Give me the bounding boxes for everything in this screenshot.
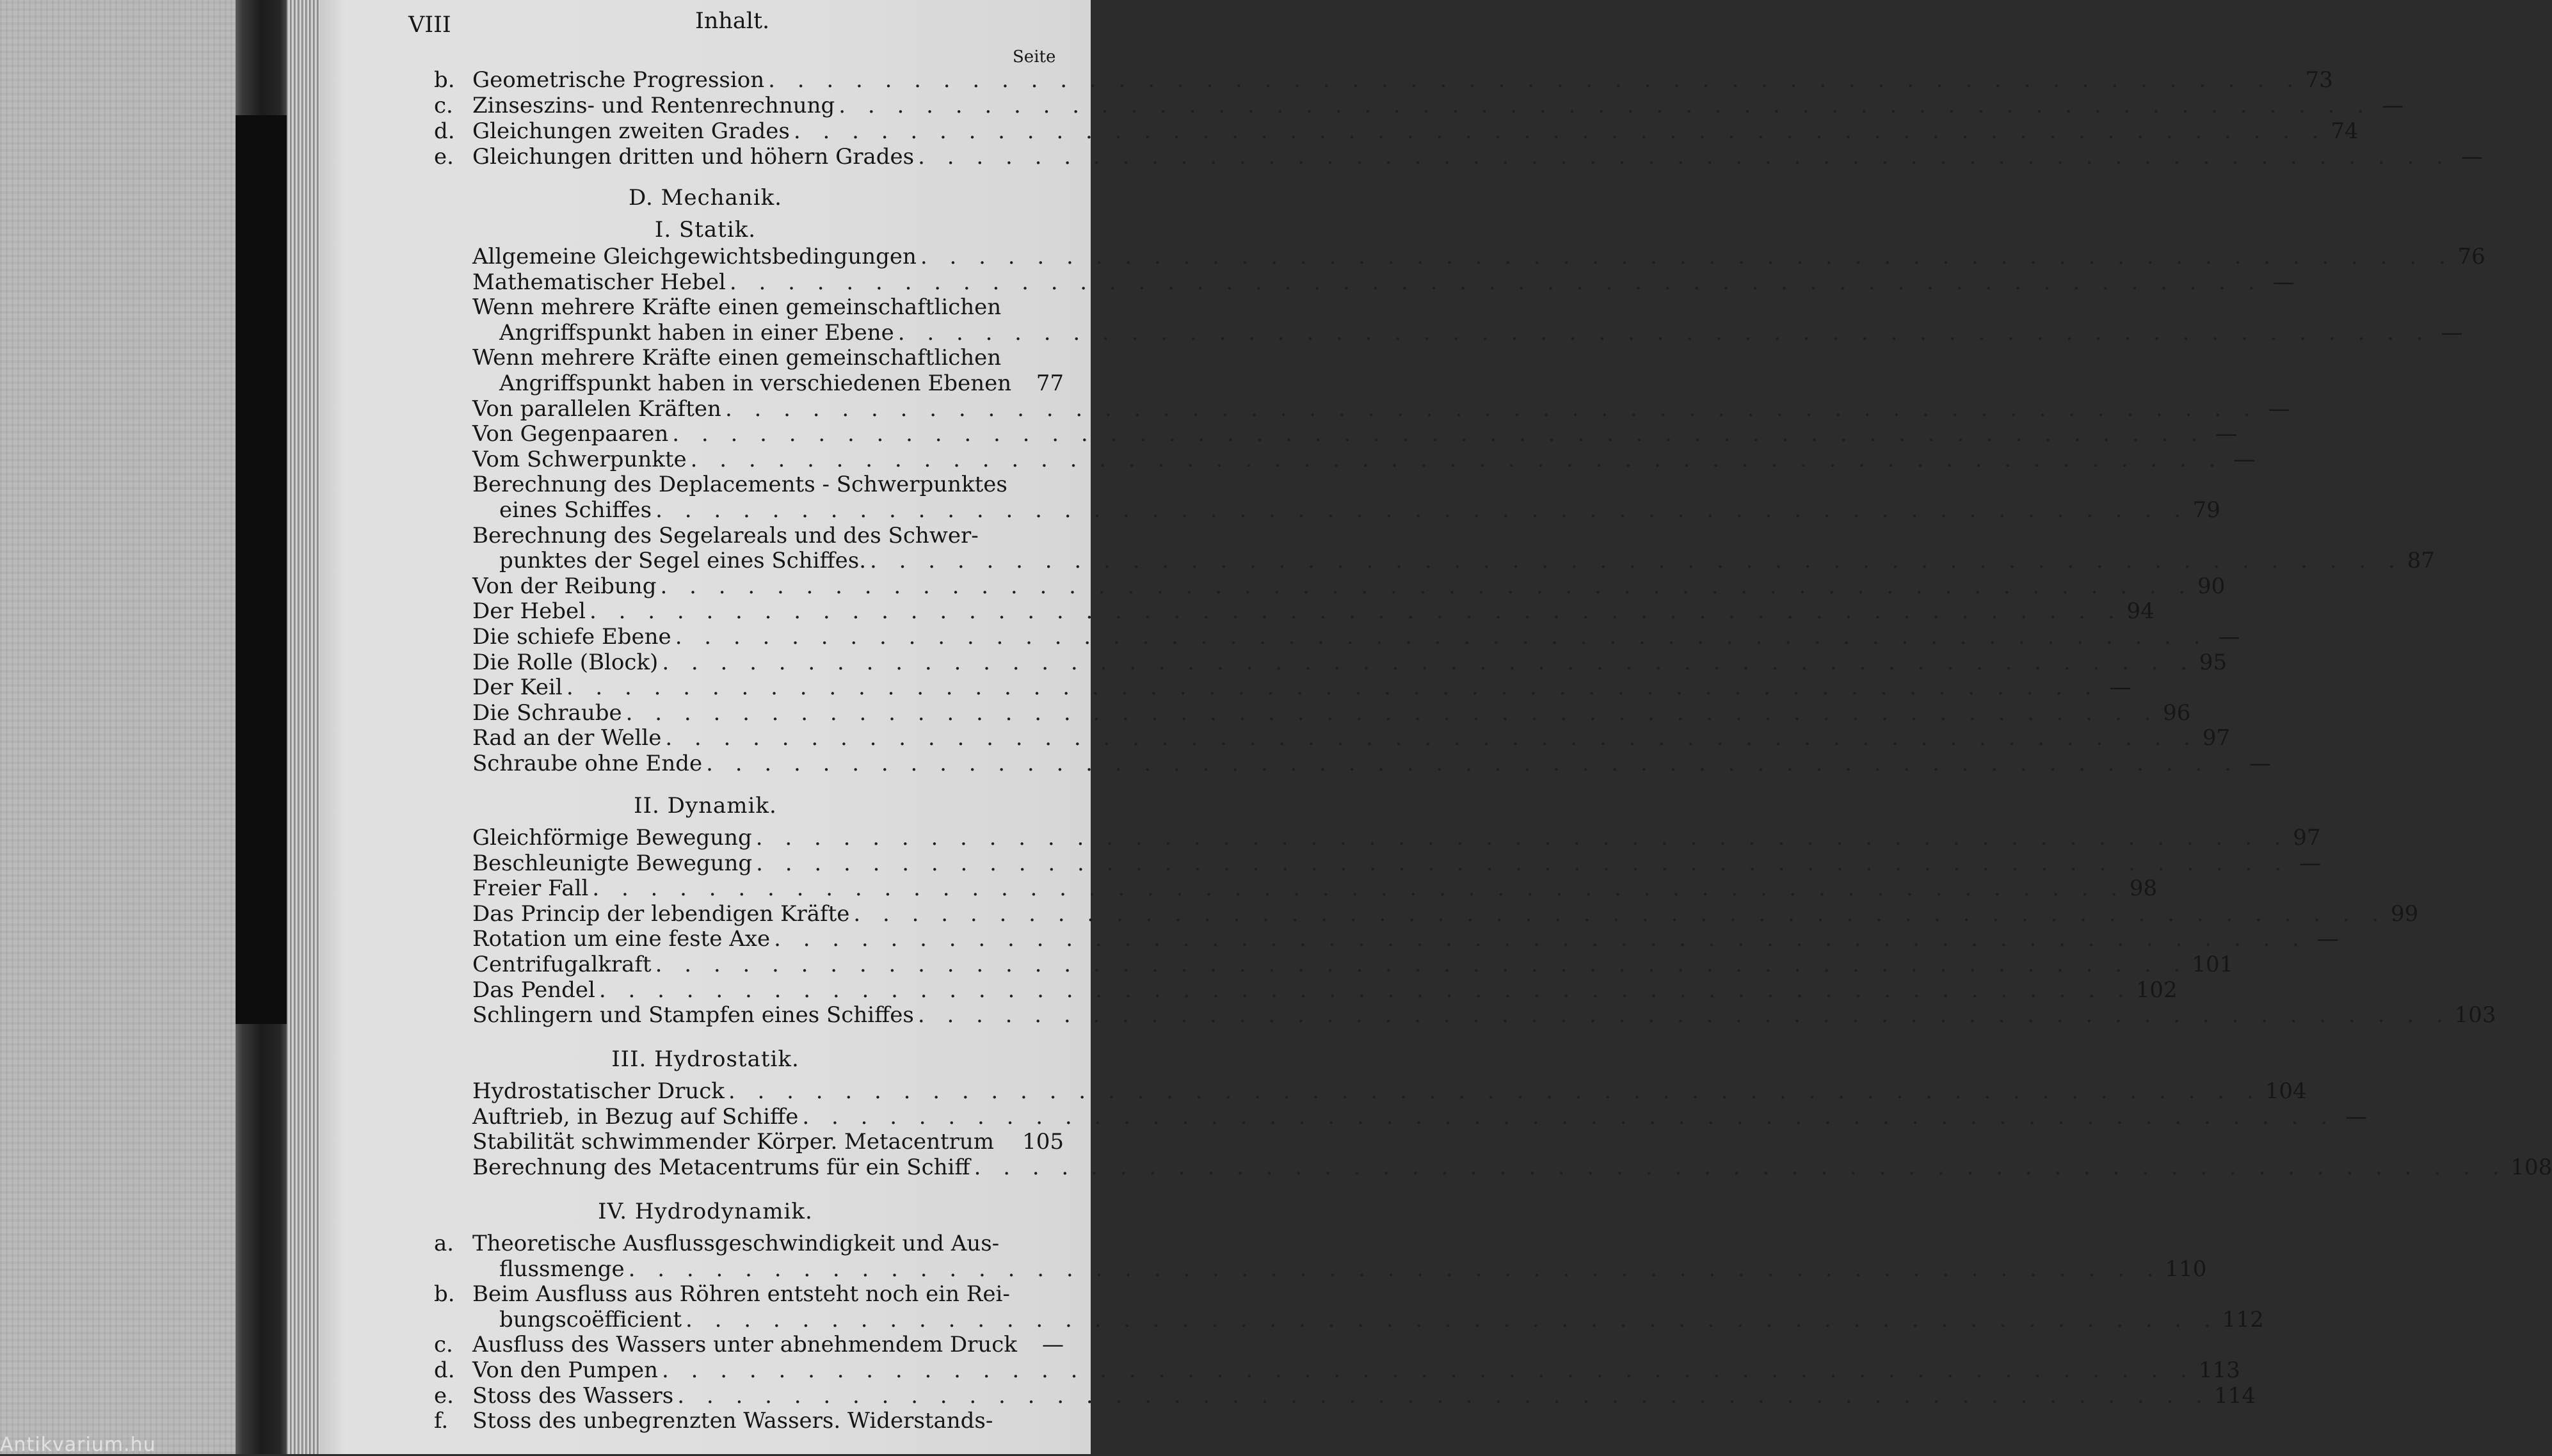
leader-dots: . . . . . . . . . . . . . . . . . . . . . . . . . . . . . . . . . . . . . . . . . . . . . . . . . . . . . (677, 1382, 2211, 1409)
entry-label: Von parallelen Kräften (472, 396, 721, 422)
entry-page-number: 96 (2163, 700, 2191, 726)
entry-label: Stoss des unbegrenzten Wassers. Widerstands- (472, 1408, 993, 1434)
entry-label: Ausfluss des Wassers unter abnehmendem Druck (472, 1332, 1017, 1358)
entry-label: Schlingern und Stampfen eines Schiffes (472, 1002, 914, 1028)
toc-entry (472, 725, 2231, 751)
toc-entry (472, 675, 2131, 701)
entry-label: Freier Fall (472, 876, 589, 902)
toc-entry (472, 346, 1064, 370)
entry-label: Beschleunigte Bewegung (472, 850, 753, 876)
leader-dots: . . . . . . . . . . . . . . . . . . . . . . . . . . . . . . . . . . . . . . . . . . . . . . . . . . . . . (628, 1256, 2162, 1282)
leader-dots: . . . . . . . . . . . . . . . . . . . . . . . . . . . . . . . . . . . . . . . . . . . . . . . . . . . . . (566, 675, 2099, 701)
toc-entry (434, 1231, 1064, 1256)
leader-dots: . . . . . . . . . . . . . . . . . . . . . . . . . . . . . . . . . . . . . . . . . . . . . . . . . . . . . (774, 926, 2307, 952)
background-wall (0, 0, 236, 1454)
entry-marker: b. (434, 1281, 455, 1308)
page-title: Inhalt. (695, 8, 770, 34)
toc-entry (472, 295, 1064, 319)
entry-label: flussmenge (499, 1256, 625, 1282)
entry-label: Gleichungen zweiten Grades (472, 118, 790, 144)
section-heading-mechanik: D. Mechanik. (629, 185, 782, 211)
entry-page-number: 102 (2135, 977, 2178, 1003)
subsection-heading-hydrodynamik: IV. Hydrodynamik. (598, 1199, 813, 1224)
leader-dots: . . . . . . . . . . . . . . . . . . . . . . . . . . . . . . . . . . . . . . . . . . . . . . . . . . . . . (675, 624, 2208, 650)
toc-entry (499, 319, 2463, 346)
leader-dots: . . . . . . . . . . . . . . . . . . . . . . . . . . . . . . . . . . . . . . . . . . . . . . . . . . . . . (592, 876, 2126, 902)
entry-page-number: 99 (2390, 900, 2419, 927)
spine-binding (236, 115, 287, 1024)
entry-label: Der Hebel (472, 598, 586, 625)
entry-page-number: 73 (2305, 67, 2333, 93)
leader-dots: . . . . . . . . . . . . . . . . . . . . . . . . . . . . . . . . . . . . . . . . . . . . . . . . . . . . . (870, 548, 2403, 574)
leader-dots: . . . . . . . . . . . . . . . . . . . . . . . . . . . . . . . . . . . . . . . . . . . . . . . . . . . . . (662, 649, 2195, 675)
entry-label: Vom Schwerpunkte (472, 446, 687, 472)
entry-page-number: 94 (2126, 598, 2155, 625)
leader-dots: . . . . . . . . . . . . . . . . . . . . . . . . . . . . . . . . . . . . . . . . . . . . . . . . . . . . . (660, 573, 2194, 599)
entry-page-number: 105 (1022, 1129, 1064, 1155)
watermark: Antikvarium.hu (0, 1434, 156, 1456)
entry-label: Rotation um eine feste Axe (472, 926, 771, 952)
entry-page-number: — (2233, 446, 2256, 472)
toc-entry (434, 1357, 2240, 1383)
toc-entry (472, 1103, 2368, 1130)
entry-page-number: — (2441, 319, 2463, 346)
toc-entry (434, 144, 2483, 170)
entry-label: punktes der Segel eines Schiffes. (499, 548, 867, 574)
entry-label: Stoss des Wassers (472, 1382, 674, 1409)
entry-page-number: — (2316, 926, 2339, 952)
entry-page-number: 77 (1036, 371, 1064, 396)
toc-entry (472, 524, 1064, 548)
entry-page-number: 90 (2197, 573, 2226, 599)
leader-dots: . . . . . . . . . . . . . . . . . . . . . . . . . . . . . . . . . . . . . . . . . . . . . . . . . . . . . (690, 446, 2224, 472)
leader-dots: . . . . . . . . . . . . . . . . . . . . . . . . . . . . . . . . . . . . . . . . . . . . . . . . . . . . . (918, 144, 2451, 170)
entry-marker: f. (434, 1408, 449, 1434)
entry-page-number: 98 (2129, 876, 2158, 902)
entry-label: Der Keil (472, 675, 563, 701)
book-page (320, 0, 2552, 1454)
entry-label: Die schiefe Ebene (472, 624, 671, 650)
entry-marker: a. (434, 1231, 454, 1256)
entry-page-number: 112 (2222, 1306, 2264, 1332)
leader-dots: . . . . . . . . . . . . . . . . . . . . . . . . . . . . . . . . . . . . . . . . . . . . . . . . . . . . . (665, 725, 2199, 751)
toc-entry (472, 396, 2290, 422)
entry-page-number: — (2249, 751, 2271, 776)
page-edges (287, 0, 320, 1454)
toc-entry (472, 751, 2271, 776)
entry-marker: e. (434, 1382, 454, 1409)
entry-label: Zinseszins- und Rentenrechnung (472, 93, 835, 118)
seite-label: Seite (1013, 47, 1056, 67)
entry-marker: e. (434, 144, 454, 170)
entry-label: Rad an der Welle (472, 725, 662, 751)
entry-page-number: 87 (2407, 548, 2435, 574)
toc-entry (434, 67, 2333, 93)
entry-page-number: 101 (2192, 952, 2234, 977)
entry-label: eines Schiffes (499, 497, 652, 523)
entry-page-number: 103 (2454, 1002, 2496, 1028)
leader-dots: . . . . . . . . . . . . . . . . . . . . . . . . . . . . . . . . . . . . . . . . . . . . . . . . . . . . . (974, 1154, 2507, 1180)
entry-page-number: 110 (2165, 1256, 2207, 1282)
entry-label: Von Gegenpaaren (472, 421, 669, 447)
entry-label: Berechnung des Segelareals und des Schwer- (472, 522, 979, 548)
leader-dots: . . . . . . . . . . . . . . . . . . . . . . . . . . . . . . . . . . . . . . . . . . . . . . . . . . . . . (589, 598, 2123, 625)
toc-entry (472, 1154, 2552, 1180)
toc-entry (472, 244, 2485, 269)
book-spine (236, 0, 287, 1454)
subsection-heading-statik: I. Statik. (654, 217, 757, 243)
leader-dots: . . . . . . . . . . . . . . . . . . . . . . . . . . . . . . . . . . . . . . . . . . . . . . . . . . . . . (725, 396, 2258, 422)
entry-page-number: — (2382, 93, 2404, 118)
toc-entry (472, 876, 2158, 902)
leader-dots: . . . . . . . . . . . . . . . . . . . . . . . . . . . . . . . . . . . . . . . . . . . . . . . . . . . . . (917, 1002, 2451, 1028)
toc-entry (434, 1408, 1064, 1434)
entry-page-number: — (2215, 421, 2238, 447)
toc-entry (472, 977, 2178, 1003)
leader-dots: . . . . . . . . . . . . . . . . . . . . . . . . . . . . . . . . . . . . . . . . . . . . . . . . . . . . . (729, 269, 2263, 295)
entry-page-number: 95 (2199, 649, 2227, 675)
leader-dots: . . . . . . . . . . . . . . . . . . . . . . . . . . . . . . . . . . . . . . . . . . . . . . . . . . . . . (768, 67, 2301, 93)
entry-page-number: — (2460, 144, 2483, 170)
entry-label: Hydrostatischer Druck (472, 1078, 725, 1104)
entry-label: Gleichförmige Bewegung (472, 825, 752, 851)
entry-page-number: 74 (2331, 118, 2359, 144)
leader-dots: . . . . . . . . . . . . . . . . . . . . . . . . . . . . . . . . . . . . . . . . . . . . . . . . . . . . . (655, 497, 2188, 523)
leader-dots: . . . . . . . . . . . . . . . . . . . . . . . . . . . . . . . . . . . . . . . . . . . . . . . . . . . . . (598, 977, 2132, 1003)
toc-entry (499, 1306, 2264, 1332)
subsection-heading-hydrostatik: III. Hydrostatik. (611, 1046, 799, 1072)
entry-label: Die Schraube (472, 700, 622, 726)
entry-label: Auftrieb, in Bezug auf Schiffe (472, 1103, 799, 1130)
toc-entry (472, 825, 2321, 851)
toc-entry (472, 926, 2339, 952)
entry-label: Berechnung des Metacentrums für ein Schiff (472, 1154, 970, 1180)
toc-entry (472, 1130, 1064, 1154)
toc-entry (472, 573, 2226, 599)
entry-label: bungscoëfficient (499, 1306, 682, 1332)
entry-label: Angriffspunkt haben in einer Ebene (499, 319, 894, 346)
entry-page-number: — (2109, 675, 2131, 701)
leader-dots: . . . . . . . . . . . . . . . . . . . . . . . . . . . . . . . . . . . . . . . . . . . . . . . . . . . . . (728, 1078, 2261, 1104)
leader-dots: . . . . . . . . . . . . . . . . . . . . . . . . . . . . . . . . . . . . . . . . . . . . . . . . . . . . . (655, 952, 2188, 977)
toc-entry (472, 421, 2238, 447)
entry-page-number: — (2268, 396, 2290, 422)
entry-label: Das Pendel (472, 977, 595, 1003)
toc-entry (472, 649, 2227, 675)
entry-label: Gleichungen dritten und höhern Grades (472, 144, 915, 170)
toc-entry (434, 1332, 1064, 1358)
toc-entry (472, 472, 1064, 497)
entry-label: Mathematischer Hebel (472, 269, 726, 295)
entry-label: Beim Ausfluss aus Röhren entsteht noch ein Rei- (472, 1281, 1010, 1308)
leader-dots: . . . . . . . . . . . . . . . . . . . . . . . . . . . . . . . . . . . . . . . . . . . . . . . . . . . . . (755, 825, 2289, 851)
leader-dots: . . . . . . . . . . . . . . . . . . . . . . . . . . . . . . . . . . . . . . . . . . . . . . . . . . . . . (853, 900, 2387, 927)
entry-label: Wenn mehrere Kräfte einen gemeinschaftlichen (472, 345, 1002, 371)
entry-marker: d. (434, 118, 455, 144)
toc-entry (472, 1002, 2496, 1028)
entry-label: Die Rolle (Block) (472, 649, 659, 675)
toc-entry (434, 93, 2404, 118)
leader-dots: . . . . . . . . . . . . . . . . . . . . . . . . . . . . . . . . . . . . . . . . . . . . . . . . . . . . . (793, 118, 2327, 144)
leader-dots: . . . . . . . . . . . . . . . . . . . . . . . . . . . . . . . . . . . . . . . . . . . . . . . . . . . . . (686, 1306, 2219, 1332)
toc-entry (499, 497, 2220, 523)
leader-dots: . . . . . . . . . . . . . . . . . . . . . . . . . . . . . . . . . . . . . . . . . . . . . . . . . . . . . (756, 850, 2289, 876)
entry-page-number: 79 (2192, 497, 2220, 523)
toc-entry (434, 1281, 1064, 1308)
entry-page-number: — (2218, 624, 2240, 650)
entry-label: Geometrische Progression (472, 67, 765, 93)
toc-entry (472, 446, 2256, 472)
entry-marker: b. (434, 67, 455, 93)
leader-dots: . . . . . . . . . . . . . . . . . . . . . . . . . . . . . . . . . . . . . . . . . . . . . . . . . . . . . (839, 93, 2372, 118)
toc-entry (472, 624, 2240, 650)
toc-entry (472, 598, 2155, 625)
toc-entry (472, 1078, 2307, 1104)
leader-dots: . . . . . . . . . . . . . . . . . . . . . . . . . . . . . . . . . . . . . . . . . . . . . . . . . . . . . (920, 244, 2453, 269)
entry-marker: c. (434, 93, 453, 118)
entry-label: Stabilität schwimmender Körper. Metacentrum (472, 1129, 995, 1155)
toc-entry (472, 850, 2321, 876)
toc-entry (472, 900, 2419, 927)
entry-page-number: 76 (2457, 244, 2485, 269)
toc-entry (434, 1382, 2256, 1409)
toc-entry (472, 269, 2295, 295)
entry-label: Angriffspunkt haben in verschiedenen Ebenen (499, 371, 1012, 396)
entry-page-number: 97 (2293, 825, 2321, 851)
entry-page-number: — (2272, 269, 2295, 295)
entry-page-number: 113 (2198, 1357, 2240, 1383)
toc-entry (499, 371, 1064, 396)
entry-page-number: 108 (2510, 1154, 2552, 1180)
entry-label: Centrifugalkraft (472, 952, 652, 977)
leader-dots: . . . . . . . . . . . . . . . . . . . . . . . . . . . . . . . . . . . . . . . . . . . . . . . . . . . . . (625, 700, 2159, 726)
entry-label: Das Princip der lebendigen Kräfte (472, 900, 850, 927)
entry-page-number: 104 (2265, 1078, 2307, 1104)
leader-dots: . . . . . . . . . . . . . . . . . . . . . . . . . . . . . . . . . . . . . . . . . . . . . . . . . . . . . (706, 751, 2239, 776)
entry-page-number: — (2345, 1103, 2368, 1130)
entry-label: Berechnung des Deplacements - Schwerpunktes (472, 472, 1007, 498)
entry-label: Von der Reibung (472, 573, 657, 599)
leader-dots: . . . . . . . . . . . . . . . . . . . . . . . . . . . . . . . . . . . . . . . . . . . . . . . . . . . . . (672, 421, 2206, 447)
leader-dots: . . . . . . . . . . . . . . . . . . . . . . . . . . . . . . . . . . . . . . . . . . . . . . . . . . . . . (897, 319, 2431, 346)
entry-page-number: — (2299, 850, 2321, 876)
toc-entry (499, 548, 2435, 574)
entry-label: Wenn mehrere Kräfte einen gemeinschaftlichen (472, 294, 1002, 321)
entry-page-number: 97 (2202, 725, 2231, 751)
entry-label: Schraube ohne Ende (472, 751, 703, 776)
subsection-heading-dynamik: II. Dynamik. (634, 793, 777, 819)
toc-entry (434, 118, 2359, 144)
toc-entry (472, 700, 2191, 726)
entry-page-number: 114 (2214, 1382, 2256, 1409)
entry-label: Von den Pumpen (472, 1357, 658, 1383)
entry-label: Theoretische Ausflussgeschwindigkeit und Aus- (472, 1231, 1000, 1256)
entry-marker: d. (434, 1357, 455, 1383)
leader-dots: . . . . . . . . . . . . . . . . . . . . . . . . . . . . . . . . . . . . . . . . . . . . . . . . . . . . . (662, 1357, 2195, 1383)
entry-page-number: — (1042, 1332, 1064, 1358)
page-number: VIII (408, 12, 451, 38)
entry-label: Allgemeine Gleichgewichtsbedingungen (472, 244, 917, 269)
leader-dots: . . . . . . . . . . . . . . . . . . . . . . . . . . . . . . . . . . . . . . . . . . . . . . . . . . . . . (802, 1103, 2336, 1130)
toc-entry (472, 952, 2234, 977)
entry-marker: c. (434, 1332, 453, 1358)
toc-entry (499, 1256, 2207, 1282)
